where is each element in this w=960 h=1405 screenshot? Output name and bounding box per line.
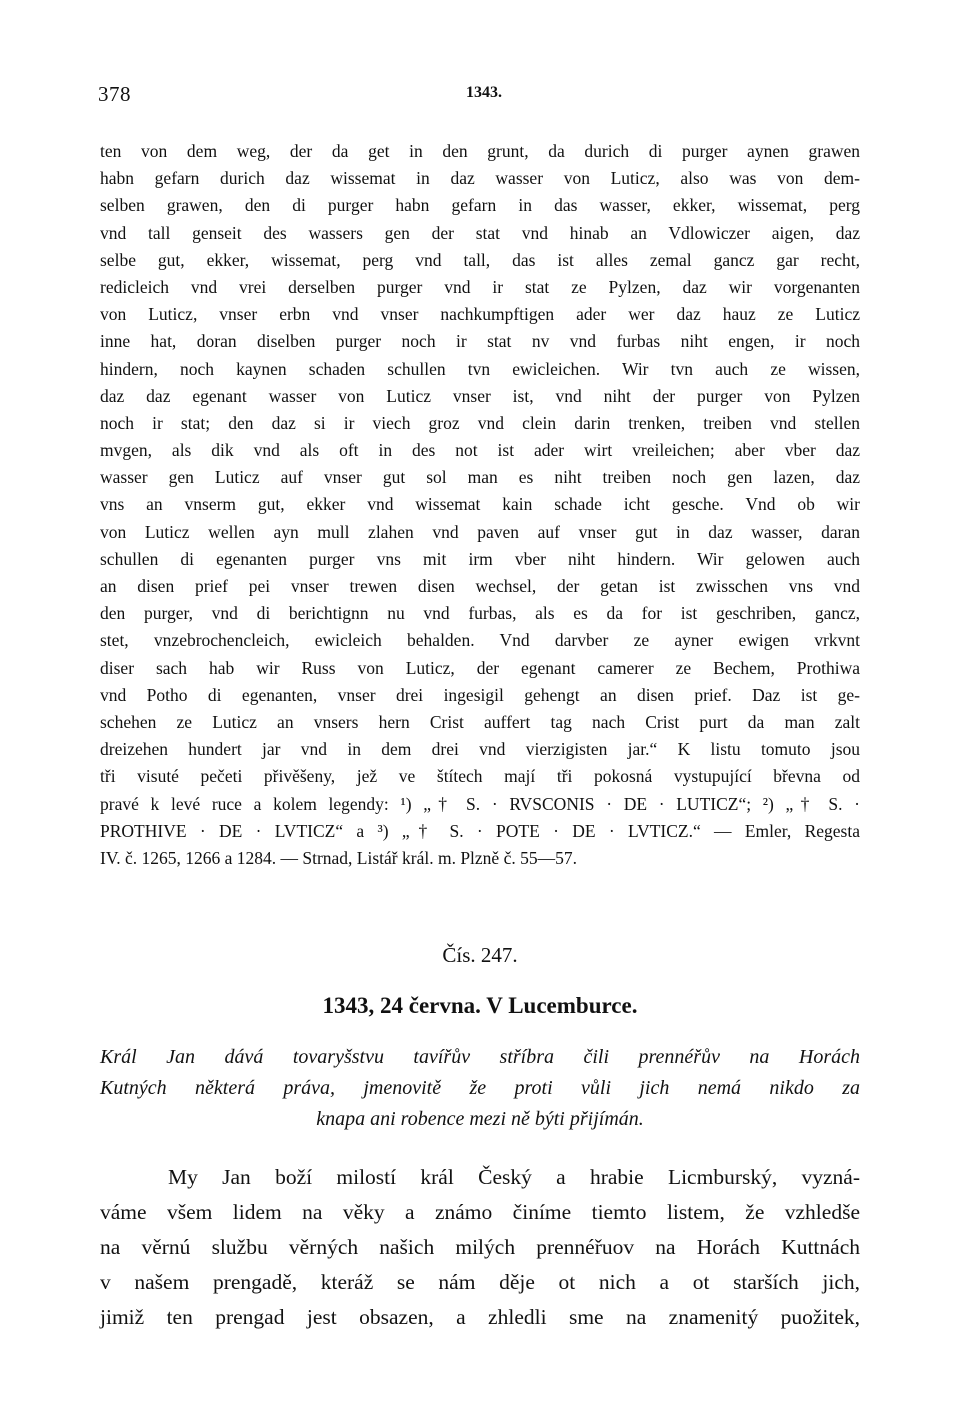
text-line: vnd tall genseit des wassers gen der stat vnd hinab an Vdlowiczer aigen, daz — [100, 222, 860, 243]
text-line: mvgen, als dik vnd als oft in des not ist ader wirt vreileichen; aber vber daz — [100, 440, 860, 461]
text-line: inne hat, doran diselben purger noch ir stat nv vnd furbas niht engen, ir noch — [100, 331, 860, 352]
text-line: von Luticz wellen ayn mull zlahen vnd paven auf vnser gut in daz wasser, daran — [100, 521, 860, 542]
text-line: hindern, noch kaynen schaden schullen tvn ewicleichen. Wir tvn auch ze wissen, — [100, 358, 860, 379]
text-line: vns an vnserm gut, ekker vnd wissemat kain schade icht gesche. Vnd ob wir — [100, 494, 860, 515]
charter-text-line: na věrnú službu věrných našich milých prennéřuov na Horách Kuttnách — [100, 1235, 860, 1259]
page-number: 378 — [98, 82, 131, 106]
text-line: schehen ze Luticz an vnsers hern Crist auffert tag nach Crist purt da man zalt — [100, 711, 860, 732]
text-line: habn gefarn durich daz wissemat in daz wasser von Luticz, also was von dem- — [100, 168, 860, 189]
charter-text — [100, 1160, 860, 1335]
charter-text-line: váme všem lidem na věky a známo činíme tiemto listem, že vzhledše — [100, 1200, 860, 1224]
text-line: PROTHIVE · DE · LVTICZ“ a ³) „† S. · POTE · DE · LVTICZ.“ — Emler, Regesta — [100, 820, 860, 841]
text-line: schullen di egenanten purger vns mit irm vber niht hindern. Wir gelowen auch — [100, 548, 860, 569]
page-header — [98, 82, 858, 112]
charter-text-line: jimiž ten prengad jest obsazen, a zhledli sme na znamenitý puožitek, — [100, 1305, 860, 1329]
charter-text-line: My Jan boží milostí král Český a hrabie Licmburský, vyzná- — [168, 1165, 860, 1189]
text-line: selben grawen, den di purger habn gefarn in das wasser, ekker, wissemat, perg — [100, 195, 860, 216]
text-line: von Luticz, vnser erbn vnd vnser nachkumpftigen ader wer daz hauz ze Luticz — [100, 304, 860, 325]
text-line: ten von dem weg, der da get in den grunt, da durich di purger aynen grawen — [100, 141, 860, 161]
text-line: daz daz egenant wasser von Luticz vnser ist, vnd niht der purger von Pylzen — [100, 385, 860, 406]
text-line: tři visuté pečeti přivěšeny, jež ve štítech mají tři pokosná vystupující břevna od — [100, 766, 860, 787]
text-line: dreizehen hundert jar vnd in dem drei vnd vierzigisten jar.“ K listu tomuto jsou — [100, 739, 860, 760]
regest-line: Král Jan dává tovaryšstvu tavířův stříbra čili prennéřův na Horách — [100, 1046, 860, 1068]
text-line: noch ir stat; den daz si ir viech groz vnd clein darin trenken, treiben vnd stellen — [100, 412, 860, 433]
text-line: an disen prief pei vnser trewen disen wechsel, der getan ist zwisschen vns vnd — [100, 576, 860, 596]
charter-date-place: 1343, 24 června. V Lucemburce. — [322, 993, 638, 1018]
charter-number: Čís. 247. — [442, 943, 518, 967]
text-line: IV. č. 1265, 1266 a 1284. — Strnad, Listář král. m. Plzně č. 55—57. — [100, 847, 577, 868]
regest-line: Kutných některá práva, jmenovitě že proti vůli jich nemá nikdo za — [100, 1077, 860, 1099]
text-line: redicleich vnd vrei derselben purger vnd ir stat ze Pylzen, daz wir vorgenanten — [100, 276, 860, 297]
previous-charter-continuation — [100, 138, 860, 872]
charter-text-line: v našem prengadě, kteráž se nám děje ot nich a ot starších jich, — [100, 1270, 860, 1294]
charter-regest — [100, 1042, 860, 1135]
regest-line: knapa ani robence mezi ně býti přijímán. — [316, 1108, 644, 1130]
text-line: pravé k levé ruce a kolem legendy: ¹) „† S. · RVSCONIS · DE · LUTICZ“; ²) „† S. · — [100, 793, 860, 814]
running-header-year: 1343. — [466, 84, 502, 101]
text-line: den purger, vnd di berichtignn nu vnd furbas, als es da for ist geschriben, gancz, — [100, 603, 860, 624]
text-line: vnd Potho di egenanten, vnser drei ingesigil gehengt an disen prief. Daz ist ge- — [100, 684, 860, 705]
text-line: stet, vnzebrochencleich, ewicleich behalden. Vnd darvber ze ayner ewigen vrkvnt — [100, 630, 860, 651]
text-line: wasser gen Luticz auf vnser gut sol man es niht treiben noch gen lazen, daz — [100, 467, 860, 488]
text-line: selbe gut, ekker, wissemat, perg vnd tall, das ist alles zemal gancz gar recht, — [100, 249, 860, 270]
text-line: diser sach hab wir Russ von Luticz, der egenant camerer ze Bechem, Prothiwa — [100, 657, 860, 678]
